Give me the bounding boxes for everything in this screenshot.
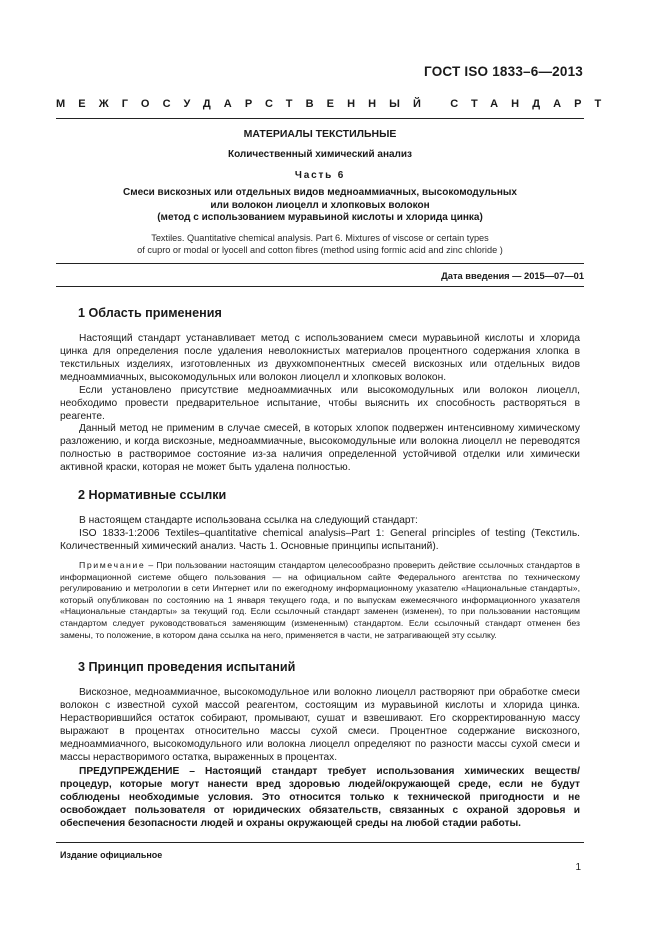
footer-divider <box>56 842 584 843</box>
english-title-line: of cupro or modal or lyocell and cotton fibres (method using formic acid and zinc chloride ) <box>137 245 503 256</box>
note-label: Примечание <box>79 560 146 570</box>
section-1-paragraph: Данный метод не применим в случае смесей, в которых хлопок подвержен интенсивному химическому разложению, и когда вискозные, медноаммиачные, высокомодульные или волокна лиоцелл не переводятся полностью в растворимое состояние из-за наличия определенной устойчивой отделки или химически активной краски, которая не может быть удалена полностью. <box>60 423 580 473</box>
section-2-paragraph: В настоящем стандарте использована ссылка на следующий стандарт: <box>79 515 418 526</box>
section-2-reference: ISO 1833-1:2006 Textiles–quantitative chemical analysis–Part 1: General principles of testing (Текстиль. Количественный химический анализ. Часть 1. Основные принципы испытаний). <box>60 528 580 552</box>
edition-label: Издание официальное <box>60 850 163 860</box>
date-divider <box>56 286 584 287</box>
standard-kind-heading: МЕЖГОСУДАРСТВЕННЫЙ СТАНДАРТ <box>56 98 615 110</box>
description-line: Смеси вискозных или отдельных видов медноаммиачных, высокомодульных <box>123 187 517 198</box>
description-line: (метод с использованием муравьиной кислоты и хлорида цинка) <box>157 212 483 223</box>
document-description <box>56 187 584 225</box>
english-title-line: Textiles. Quantitative chemical analysis. Part 6. Mixtures of viscose or certain types <box>151 233 489 243</box>
section-1-paragraph: Если установлено присутствие медноаммиачных или высокомодульных или волокон лиоцелл, необходимо провести предварительное испытание, чтобы выяснить их способность растворяться в реагенте. <box>60 385 580 422</box>
section-1-paragraph: Настоящий стандарт устанавливает метод с использованием смеси муравьиной кислоты и хлорида цинка для определения после удаления неволокнистых материалов процентного содержания хлопка в текстильных изделиях, изготовленных из двухкомпонентных смесей вискозных или отдельных видов медноаммиачных, высокомодульных или волокон лиоцелл и хлопковых волокон. <box>60 333 580 383</box>
section-3-title: 3 Принцип проведения испытаний <box>78 660 296 674</box>
header-divider <box>56 118 584 119</box>
page-number: 1 <box>575 862 581 873</box>
description-line: или волокон лиоцелл и хлопковых волокон <box>210 199 430 211</box>
section-3-paragraph: Вискозное, медноаммиачное, высокомодульное или волокно лиоцелл растворяют при обработке смеси волокон с известной сухой массой реагентом, состоящим из муравьиной кислоты и хлорида цинка. Нерастворившийся остаток собирают, промывают, сушат и взвешивают. Его скорректированную массу выражают в процентах относительно массы сухой смеси. Процентное содержание вискозного, медноаммиачного, высокомодульного или волокна лиоцелл определяют по разности массы сухой смеси и массы нерастворимого остатка, выраженных в процентах. <box>60 687 580 763</box>
document-part: Часть 6 <box>294 170 346 181</box>
section-1-title: 1 Область применения <box>78 306 222 320</box>
introduction-date: Дата введения — 2015—07—01 <box>441 271 584 281</box>
section-2-title: 2 Нормативные ссылки <box>78 488 227 502</box>
note-text: – При пользовании настоящим стандартом целесообразно проверить действие ссылочных стандартов в информационной системе общего пользования — на официальном сайте Федерального агентства по техническому регулированию и метрологии в сети Интернет или по ежегодному информационному указателю «Национальные стандарты», который опубликован по состоянию на 1 января текущего года, и по выпускам ежемесячного информационного указателя «Национальные стандарты» за текущий год. Если ссылочный стандарт заменен (изменен), то при пользовании настоящим стандартом следует руководствоваться заменяющим (измененным) стандартом. Если ссылочный стандарт отменен без замены, то положение, в котором дана ссылка на него, применяется в части, не затрагивающей эту ссылку. <box>60 560 580 640</box>
document-title: МАТЕРИАЛЫ ТЕКСТИЛЬНЫЕ <box>243 128 397 140</box>
standard-number: ГОСТ ISO 1833–6—2013 <box>424 64 583 79</box>
title-divider <box>56 263 584 264</box>
section-2-note <box>60 560 580 641</box>
safety-warning: ПРЕДУПРЕЖДЕНИЕ – Настоящий стандарт требует использования химических веществ/процедур, которые могут нанести вред здоровью людей/окружающей среде, если не будут соблюдены необходимые условия. Это относится только к технической пригодности и не освобождает пользователя от юридических обязательств, связанных с охраной здоровья и обеспечения безопасности людей и охраны окружающей среды на любой стадии работы. <box>60 766 580 829</box>
english-title <box>56 232 584 256</box>
document-subtitle: Количественный химический анализ <box>227 149 413 160</box>
